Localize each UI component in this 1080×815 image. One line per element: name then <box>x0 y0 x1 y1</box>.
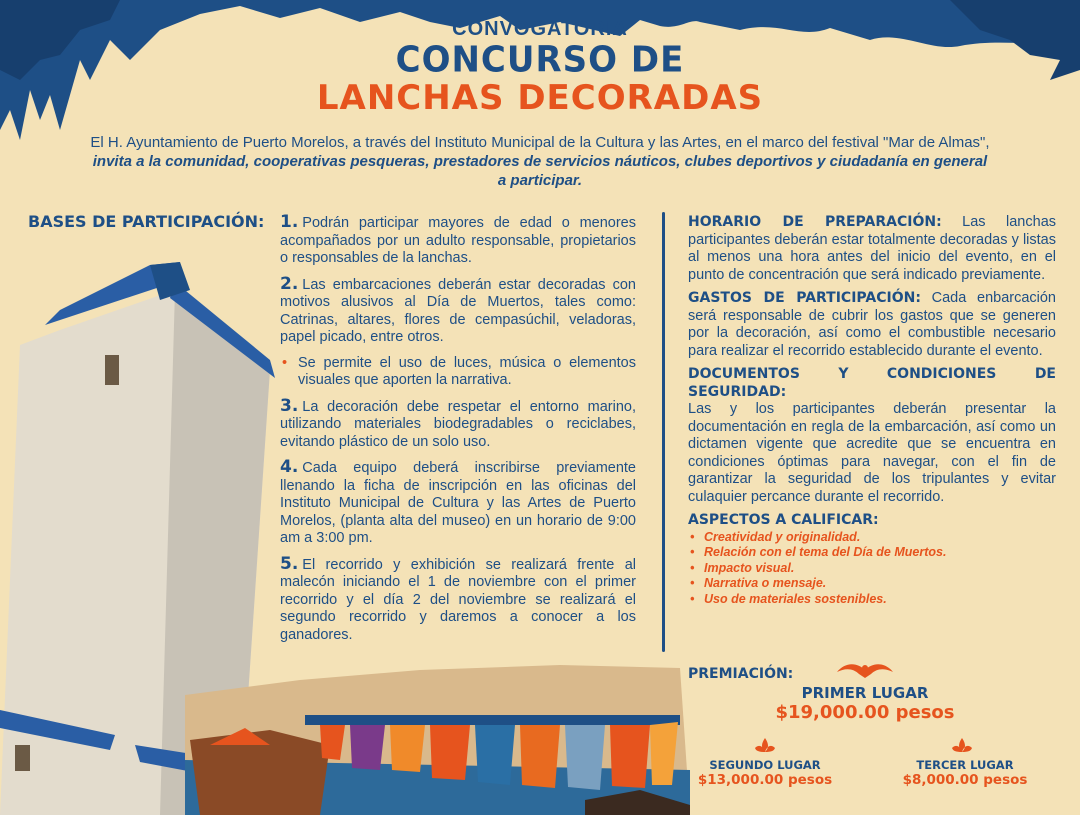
gastos-text: Cada enbarcación será responsable de cubrir los gastos que se generen por la decoración, así como el combustible necesario para realizar el recorrido establecido durante el evento. <box>688 290 1057 359</box>
docs-text: Las y los participantes deberán presentar la documentación en regla de la embarcación, así como un dictamen vigente que acredite que se encuentra en condiciones óptimas para navegar, con el fin de garantizar la seguridad de los tripulantes y evitar culaquier percance durante el recorrido. <box>688 401 1056 505</box>
list-item: • Relación con el tema del Día de Muertos. <box>688 545 1056 561</box>
intro-emphasis: invita a la comunidad, cooperativas pesqueras, prestadores de servicios náuticos, clubes deportivos y ciudadanía en general a participar. <box>92 153 988 189</box>
bases-item-4 <box>280 459 636 548</box>
column-divider <box>662 212 665 652</box>
boats-scene <box>185 665 690 815</box>
item-text: Cada equipo deberá inscribirse previamente llenando la ficha de inscripción en las oficinas del Instituto Municipal de Cultura y las Artes de Puerto Morelos, (planta alta del museo) en un horario de 9:00 am a 3:00 pm. <box>280 460 636 546</box>
second-place-amount: $13,000.00 pesos <box>697 772 833 788</box>
page-title-line2: LANCHAS DECORADAS <box>316 78 764 118</box>
item-text: Se permite el uso de luces, música o elementos visuales que aporten la narrativa. <box>298 354 636 388</box>
bases-item-5 <box>280 553 636 645</box>
bases-bullet <box>280 355 636 390</box>
docs-section <box>688 366 1056 506</box>
item-number: 1. <box>280 212 299 232</box>
item-number: 5. <box>280 553 299 574</box>
item-number: 2. <box>280 273 299 294</box>
list-item: • Narrativa o mensaje. <box>688 576 1056 592</box>
premiacion-label: PREMIACIÓN: <box>688 666 794 682</box>
prize-ornament-second <box>755 738 775 752</box>
bases-title: BASES DE PARTICIPACIÓN: <box>28 212 265 231</box>
right-column <box>688 214 1056 607</box>
aspectos-title: ASPECTOS A CALIFICAR: <box>688 512 879 528</box>
header <box>0 18 1080 117</box>
item-text: El recorrido y exhibición se realizará frente al malecón iniciando el 1 de noviembre con el primer recorrido y el día 2 del noviembre se realizará el segundo recorrido y daremos a conocer a los ganadores. <box>280 556 636 643</box>
list-item: • Uso de materiales sostenibles. <box>688 592 1056 608</box>
item-text: Las embarcaciones deberán estar decoradas con motivos alusivos al Día de Muertos, tales como: Catrinas, altares, flores de cempasúchil, veladoras, papel picado, entre otros. <box>280 276 636 345</box>
item-text: Podrán participar mayores de edad o menores acompañados por un adulto responsable, propietarios o responsables de la lanchas. <box>280 215 636 266</box>
page-title-line1: CONCURSO DE <box>395 39 685 81</box>
bases-item-1 <box>280 214 636 268</box>
bases-item-3 <box>280 395 636 452</box>
prize-third <box>890 758 1040 788</box>
kicker-label: CONVOGATORIA <box>452 18 628 40</box>
intro-plain: El H. Ayuntamiento de Puerto Morelos, a través del Instituto Municipal de la Cultura y las Artes, en el marco del festival "Mar de Almas", <box>90 134 990 151</box>
list-item: • Creatividad y originalidad. <box>688 530 1056 546</box>
horario-text: Las lanchas participantes deberán estar totalmente decoradas y listas al menos una hora antes del inicio del evento, en el punto de concentración que será indicado previamente. <box>688 214 1057 283</box>
intro-paragraph <box>90 133 990 190</box>
item-number: 4. <box>280 457 299 477</box>
first-place-amount: $19,000.00 pesos <box>775 702 955 723</box>
bases-item-2 <box>280 273 636 347</box>
item-text: La decoración debe respetar el entorno marino, utilizando materiales biodegradables o reciclabes, evitando plástico de un solo uso. <box>280 398 636 450</box>
prize-ornament-third <box>952 738 972 752</box>
docs-title: DOCUMENTOS Y CONDICIONES DE SEGURIDAD: <box>688 366 1056 400</box>
item-number: 3. <box>280 395 299 416</box>
first-place-label: PRIMER LUGAR <box>801 684 929 702</box>
bases-column <box>280 214 636 652</box>
horario-section <box>688 214 1056 284</box>
prize-second <box>690 758 840 788</box>
gastos-title: GASTOS DE PARTICIPACIÓN: <box>688 290 921 306</box>
aspectos-list <box>688 530 1056 608</box>
prize-first <box>760 684 970 723</box>
third-place-amount: $8,000.00 pesos <box>902 772 1028 788</box>
gastos-section <box>688 290 1056 360</box>
list-item: • Impacto visual. <box>688 561 1056 577</box>
prize-ornament-first <box>837 664 893 678</box>
third-place-label: TERCER LUGAR <box>916 758 1014 772</box>
horario-title: HORARIO DE PREPARACIÓN: <box>688 214 942 230</box>
second-place-label: SEGUNDO LUGAR <box>709 758 821 772</box>
